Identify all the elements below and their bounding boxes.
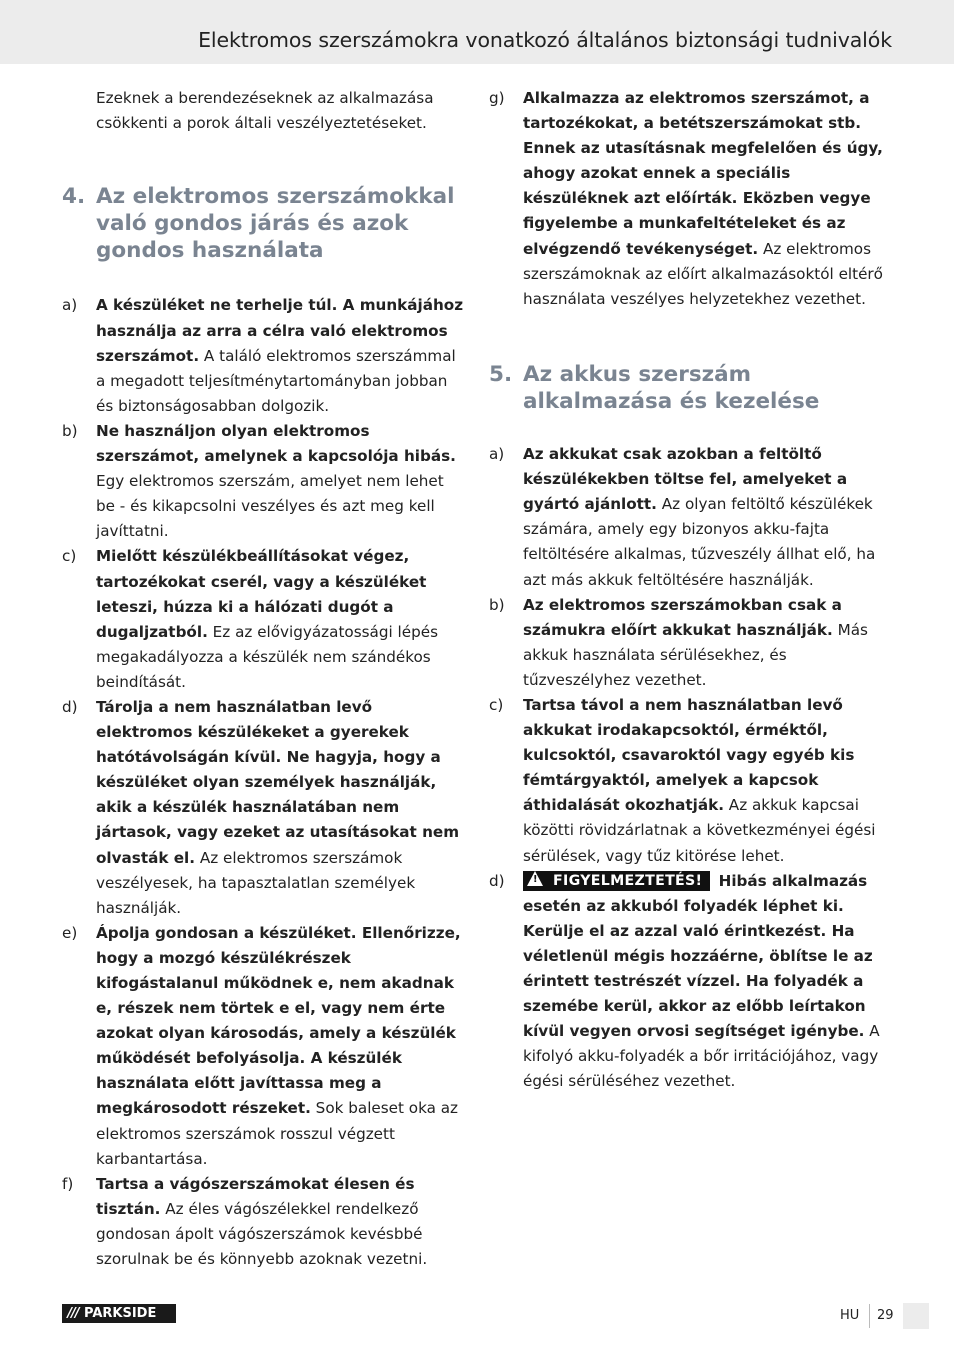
item-text: Más akkuk használata sérülésekhez, és tűzveszélyhez vezethet. [523,620,868,689]
item-bold-text: Tárolja a nem használatban levő elektromos készülékeket a gyerekek hatótávolságán kívül. Ne hagyja, hogy a készüléket olyan személyek használják, akik a készülék használatában nem jártasok, vagy ezeket az utasításokat nem olvasták el. [96,697,460,867]
list-item [489,442,893,593]
item-bold-text: Az elektromos szerszámokban csak a számukra előírt akkukat használják. [523,595,842,639]
section-number: 5. [489,361,513,387]
language-code: HU [840,1308,860,1323]
list-item [489,693,893,869]
parkside-logo [62,1304,176,1323]
item-label: d) [62,697,78,716]
item-text: A kifolyó akku-folyadék a bőr irritációjához, vagy égési sérüléséhez vezethet. [523,1022,880,1091]
item-bold-text: Tartsa a vágószerszámokat élesen és tisztán. [96,1174,415,1218]
list-item [489,593,893,693]
intro-paragraph: Ezeknek a berendezéseknek az alkalmazása csökkenti a porok általi veszélyeztetéseket. [96,89,434,133]
item-label: c) [62,547,77,566]
item-text: A találó elektromos szerszámmal a megadott teljesítménytartományban jobban és biztonságosabban dolgozik. [96,346,456,415]
item-bold-text: Tartsa távol a nem használatban levő akkukat irodakapcsoktól, érméktől, kulcsoktól, csavaroktól vagy egyéb kis fémtárgyaktól, amelyek a kapcsok áthidalását okozhatják. [523,695,855,815]
item-text: Egy elektromos szerszám, amelyet nem lehet be - és kikapcsolni veszélyes és azt meg kell javíttatni. [96,472,444,541]
page-title: Elektromos szerszámokra vonatkozó általános biztonsági tudnivalók [198,28,892,52]
item-label: b) [62,421,78,440]
logo-text: PARKSIDE [84,1306,157,1321]
item-text: Az éles vágószélekkel rendelkező gondosan ápolt vágószerszámok kevésbbé szorulnak be és könnyebb azoknak vezetni. [96,1199,428,1269]
list-item [489,86,893,312]
item-label: e) [62,923,78,942]
right-column [489,86,893,1094]
list-item [62,921,466,1172]
item-text: Ez az elővigyázatossági lépés megakadályozza a készülék nem szándékos beindítását. [96,622,438,691]
warning-label: FIGYELMEZTETÉS! [553,872,703,889]
item-text: Az elektromos szerszámoknak az előírt alkalmazásoktól eltérő használata veszélyes helyzetekhez vezethet. [523,239,883,308]
warning-badge [523,871,710,891]
warning-triangle-icon: ! [527,871,543,886]
item-label: f) [62,1174,74,1193]
list-item [62,695,466,921]
item-label: g) [489,89,505,107]
item-bold-text: Mielőtt készülékbeállításokat végez, tartozékokat cserél, vagy a készüléket leteszi, húzza ki a hálózati dugót a dugaljzatból. [96,547,427,641]
item-bold-text: Az akkukat csak azokban a feltöltő készülékekben töltse fel, amelyeket a gyártó ajánlott. [523,445,848,514]
list-item [62,419,466,544]
section-4-heading [62,184,466,265]
item-bold-text: Ápolja gondosan a készüléket. Ellenőrizze, hogy a mozgó készülékrészek kifogástalanul működnek e, nem akadnak e, részek nem törtek e el, vagy nem érte azokat olyan károsodás, amely a készülék működését befolyásolja. A készülék használata előtt javíttassa meg a megkárosodott részeket. [96,923,461,1118]
section-number: 4. [62,184,86,210]
list-item [62,1172,466,1272]
footer-tab [903,1303,929,1329]
item-bold-text: Ne használjon olyan elektromos szerszámot, amelynek a kapcsolója hibás. [96,421,456,466]
item-label: d) [489,871,505,890]
left-column [62,86,466,1272]
list-item [62,544,466,695]
item-label: b) [489,595,505,614]
item-text: Az olyan feltöltő készülékek számára, amely egy bizonyos akku-fajta feltöltésére alkalmas, tűzveszély állhat elő, ha azt más akkuk feltöltésére használják. [523,495,876,589]
item-bold-text: Alkalmazza az elektromos szerszámot, a tartozékokat, a betétszerszámokat stb. Ennek az utasításnak megfelelően és úgy, ahogy azokat ennek a speciális készüléknek azt előírták. Eközben vegye figyelembe a munkafeltételeket és az elvégzendő tevékenységet. [523,89,883,258]
section-5-heading [489,362,893,416]
item-label: a) [62,296,78,315]
item-label: c) [489,695,504,714]
item-text: Az elektromos szerszámok veszélyesek, ha tapasztalatlan személyek használják. [96,848,416,917]
item-text: Az akkuk kapcsai közötti rövidzárlatnak a következményei égési sérülések, vagy tűz kitörése lehet. [523,796,876,865]
section-title: Az elektromos szerszámokkal való gondos járás és azok gondos használata [96,184,455,264]
list-item-warning [489,869,893,1095]
item-text: Sok baleset oka az elektromos szerszámok rosszul végzett karbantartása. [96,1099,459,1168]
section-title: Az akkus szerszám alkalmazása és kezelése [523,361,820,414]
page-number: 29 [877,1308,894,1323]
item-bold-text: Hibás alkalmazás esetén az akkuból folyadék léphet ki. Kerülje el az azzal való érintkezést. Ha véletlenül mégis hozzáérne, öblítse le az érintett testrészét vízzel. Ha folyadék a szemébe kerül, akkor az előbb leírtakon kívül vegyen orvosi segítséget igénybe. [523,871,873,1041]
footer-divider [869,1304,870,1328]
list-item [62,293,466,418]
item-bold-text: A készüléket ne terhelje túl. A munkájához használja az arra a célra való elektromos szerszámot. [96,296,464,365]
item-label: a) [489,445,505,464]
logo-slashes: /// [67,1306,79,1321]
